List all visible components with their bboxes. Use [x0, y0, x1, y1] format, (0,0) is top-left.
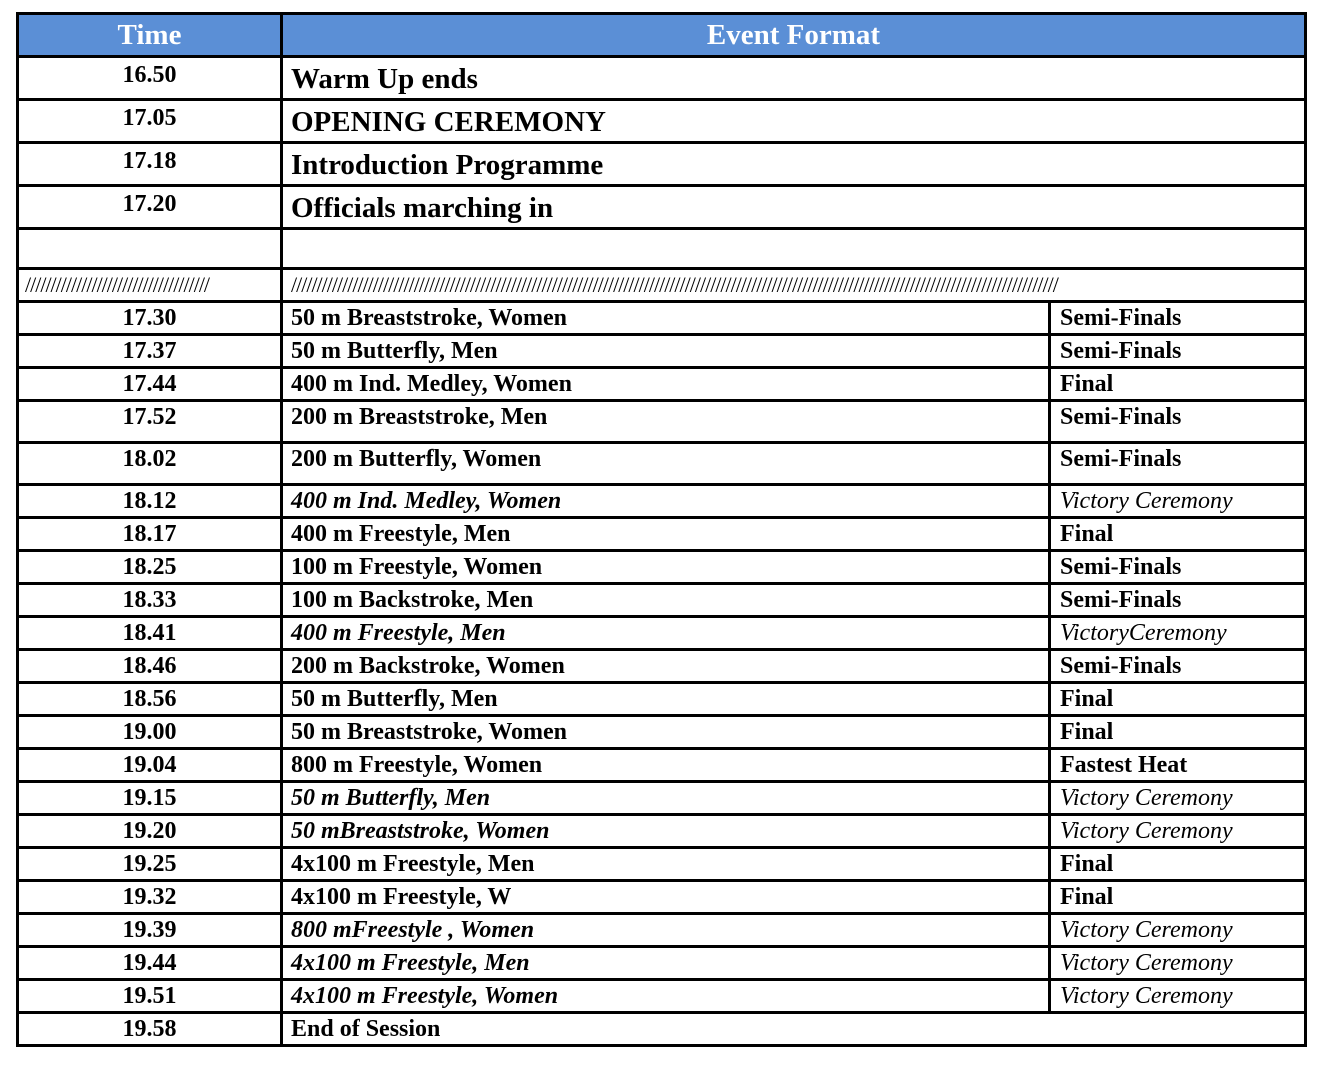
format-cell: Victory Ceremony [1050, 980, 1306, 1013]
time-cell: 17.30 [18, 302, 282, 335]
format-cell: Victory Ceremony [1050, 485, 1306, 518]
event-cell: Introduction Programme [282, 143, 1306, 186]
format-cell: Victory Ceremony [1050, 815, 1306, 848]
separator-time-cell: //////////////////////////////////// [18, 269, 282, 302]
time-cell: 19.58 [18, 1013, 282, 1046]
format-cell: Victory Ceremony [1050, 914, 1306, 947]
event-cell: 400 m Freestyle, Men [282, 518, 1050, 551]
table-row [18, 100, 1306, 143]
format-cell: Final [1050, 848, 1306, 881]
event-cell: End of Session [282, 1013, 1306, 1046]
event-cell: 200 m Breaststroke, Men [282, 401, 1050, 443]
format-cell: Semi-Finals [1050, 443, 1306, 485]
event-cell: 4x100 m Freestyle, Men [282, 848, 1050, 881]
format-cell: Final [1050, 518, 1306, 551]
format-cell: Semi-Finals [1050, 335, 1306, 368]
session-schedule-table [16, 12, 1307, 1047]
time-cell: 17.52 [18, 401, 282, 443]
table-row [18, 335, 1306, 368]
format-cell: Victory Ceremony [1050, 947, 1306, 980]
event-cell: 4x100 m Freestyle, Women [282, 980, 1050, 1013]
blank-row [18, 229, 1306, 269]
separator-row [18, 269, 1306, 302]
time-cell: 18.41 [18, 617, 282, 650]
event-cell: 400 m Freestyle, Men [282, 617, 1050, 650]
table-row [18, 716, 1306, 749]
format-cell: Semi-Finals [1050, 401, 1306, 443]
time-cell: 17.05 [18, 100, 282, 143]
table-row [18, 749, 1306, 782]
event-cell: 50 m Breaststroke, Women [282, 302, 1050, 335]
table-row [18, 485, 1306, 518]
table-row [18, 186, 1306, 229]
table-row [18, 617, 1306, 650]
table-row [18, 782, 1306, 815]
event-cell: Officials marching in [282, 186, 1306, 229]
event-cell: 50 m Butterfly, Men [282, 782, 1050, 815]
format-cell: Final [1050, 716, 1306, 749]
event-cell: 800 mFreestyle , Women [282, 914, 1050, 947]
format-cell: Semi-Finals [1050, 584, 1306, 617]
table-row [18, 401, 1306, 443]
table-row [18, 443, 1306, 485]
table-row [18, 947, 1306, 980]
table-row [18, 302, 1306, 335]
format-cell: Final [1050, 881, 1306, 914]
table-row [18, 584, 1306, 617]
table-row [18, 551, 1306, 584]
event-cell: 50 m Butterfly, Men [282, 335, 1050, 368]
event-cell: 400 m Ind. Medley, Women [282, 368, 1050, 401]
table-row [18, 815, 1306, 848]
format-cell: Semi-Finals [1050, 551, 1306, 584]
separator-event-cell: ////////////////////////////////////////////////////////////////////////////////////////////////////////////////////////////////////////////////////// [282, 269, 1306, 302]
time-cell: 19.00 [18, 716, 282, 749]
time-cell: 19.39 [18, 914, 282, 947]
table-row [18, 368, 1306, 401]
event-cell: 50 m Breaststroke, Women [282, 716, 1050, 749]
time-cell: 17.37 [18, 335, 282, 368]
event-cell: 50 m Butterfly, Men [282, 683, 1050, 716]
blank-time-cell [18, 229, 282, 269]
time-cell: 16.50 [18, 57, 282, 100]
time-cell: 19.20 [18, 815, 282, 848]
table-row [18, 1013, 1306, 1046]
time-cell: 19.51 [18, 980, 282, 1013]
time-cell: 18.25 [18, 551, 282, 584]
format-cell: Fastest Heat [1050, 749, 1306, 782]
header-time: Time [18, 14, 282, 57]
table-row [18, 518, 1306, 551]
table-row [18, 683, 1306, 716]
event-cell: 800 m Freestyle, Women [282, 749, 1050, 782]
schedule-container [16, 12, 1307, 1047]
event-cell: 100 m Backstroke, Men [282, 584, 1050, 617]
format-cell: Semi-Finals [1050, 650, 1306, 683]
table-row [18, 650, 1306, 683]
format-cell: Final [1050, 368, 1306, 401]
table-row [18, 881, 1306, 914]
event-cell: Warm Up ends [282, 57, 1306, 100]
event-cell: 200 m Butterfly, Women [282, 443, 1050, 485]
time-cell: 18.02 [18, 443, 282, 485]
time-cell: 17.44 [18, 368, 282, 401]
time-cell: 19.04 [18, 749, 282, 782]
time-cell: 19.32 [18, 881, 282, 914]
table-row [18, 914, 1306, 947]
time-cell: 18.33 [18, 584, 282, 617]
time-cell: 17.18 [18, 143, 282, 186]
table-row [18, 57, 1306, 100]
event-cell: OPENING CEREMONY [282, 100, 1306, 143]
header-event-format: Event Format [282, 14, 1306, 57]
time-cell: 18.12 [18, 485, 282, 518]
time-cell: 18.46 [18, 650, 282, 683]
format-cell: VictoryCeremony [1050, 617, 1306, 650]
event-cell: 200 m Backstroke, Women [282, 650, 1050, 683]
header-row [18, 14, 1306, 57]
time-cell: 18.56 [18, 683, 282, 716]
event-cell: 4x100 m Freestyle, W [282, 881, 1050, 914]
time-cell: 19.15 [18, 782, 282, 815]
event-cell: 4x100 m Freestyle, Men [282, 947, 1050, 980]
format-cell: Victory Ceremony [1050, 782, 1306, 815]
table-row [18, 143, 1306, 186]
time-cell: 19.25 [18, 848, 282, 881]
event-cell: 50 mBreaststroke, Women [282, 815, 1050, 848]
time-cell: 18.17 [18, 518, 282, 551]
table-row [18, 848, 1306, 881]
time-cell: 19.44 [18, 947, 282, 980]
event-cell: 400 m Ind. Medley, Women [282, 485, 1050, 518]
blank-event-cell [282, 229, 1306, 269]
format-cell: Semi-Finals [1050, 302, 1306, 335]
time-cell: 17.20 [18, 186, 282, 229]
format-cell: Final [1050, 683, 1306, 716]
table-row [18, 980, 1306, 1013]
event-cell: 100 m Freestyle, Women [282, 551, 1050, 584]
